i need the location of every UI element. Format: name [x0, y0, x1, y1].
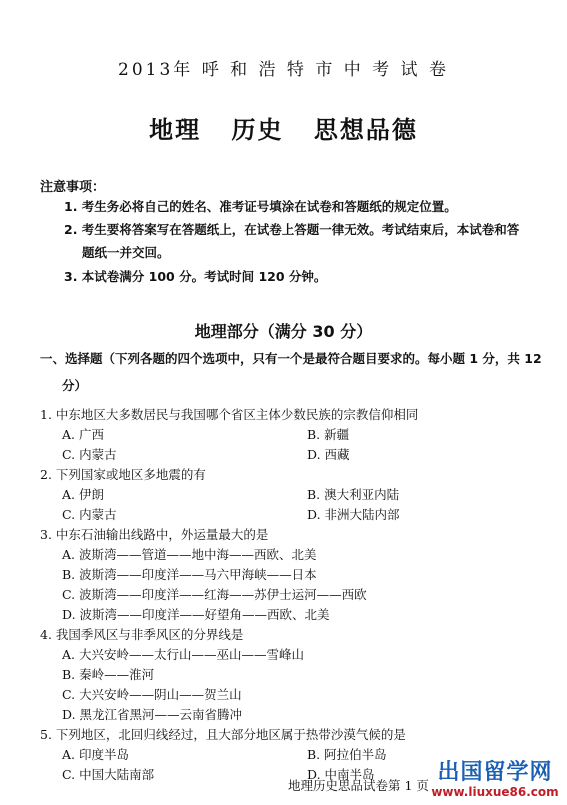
question-stem: 2. 下列国家或地区多地震的有	[40, 467, 206, 482]
note-item-1: 1. 考生务必将自己的姓名、准考证号填涂在试卷和答题纸的规定位置。	[64, 199, 457, 214]
option-d: D. 黑龙江省黑河——云南省腾冲	[62, 707, 243, 722]
option-d: D. 西藏	[307, 447, 350, 462]
option-c: C. 内蒙古	[62, 447, 117, 462]
section-intro-line2: 分）	[62, 378, 88, 393]
option-c: C. 中国大陆南部	[62, 767, 155, 782]
question-stem: 4. 我国季风区与非季风区的分界线是	[40, 627, 244, 642]
option-c: C. 波斯湾——印度洋——红海——苏伊士运河——西欧	[62, 587, 367, 602]
option-c: C. 大兴安岭——阴山——贺兰山	[62, 687, 242, 702]
option-d: D. 波斯湾——印度洋——好望角——西欧、北美	[62, 607, 330, 622]
option-b: B. 秦岭——淮河	[62, 667, 155, 682]
question-stem: 1. 中东地区大多数居民与我国哪个省区主体少数民族的宗教信仰相同	[40, 407, 419, 422]
option-b: B. 新疆	[307, 427, 350, 442]
question-stem: 3. 中东石油输出线路中，外运量最大的是	[40, 527, 269, 542]
page-footer: 地理历史思品试卷第 1 页	[288, 778, 429, 793]
watermark-name: 出国留学网	[437, 760, 553, 785]
site-watermark	[425, 761, 565, 801]
notes-heading: 注意事项：	[40, 180, 106, 195]
subject-geography: 地理	[149, 115, 202, 144]
option-a: A. 波斯湾——管道——地中海——西欧、北美	[62, 547, 317, 562]
option-a: A. 广西	[62, 427, 104, 442]
option-a: A. 大兴安岭——太行山——巫山——雪峰山	[62, 647, 304, 662]
exam-title: 2013年 呼 和 浩 特 市 中 考 试 卷	[118, 60, 449, 80]
note-item-3: 3. 本试卷满分 100 分。考试时间 120 分钟。	[64, 269, 327, 284]
note-item-2: 2. 考生要将答案写在答题纸上，在试卷上答题一律无效。考试结束后，本试卷和答	[64, 222, 520, 237]
option-b: B. 波斯湾——印度洋——马六甲海峡——日本	[62, 567, 317, 582]
section-intro-line1: 一、选择题（下列各题的四个选项中，只有一个是最符合题目要求的。每小题 1 分，共 12	[40, 351, 542, 366]
option-b: B. 阿拉伯半岛	[307, 747, 387, 762]
option-c: C. 内蒙古	[62, 507, 117, 522]
subject-title	[0, 110, 567, 145]
subject-morality: 思想品德	[313, 115, 418, 144]
subject-history: 历史	[231, 115, 284, 144]
watermark-url: www.liuxue86.com	[431, 785, 559, 799]
section-title: 地理部分（满分 30 分）	[194, 322, 373, 341]
option-a: A. 印度半岛	[62, 747, 129, 762]
option-d: D. 非洲大陆内部	[307, 507, 400, 522]
note-item-2-cont: 题纸一并交回。	[82, 245, 170, 260]
option-d: D. 中南半岛	[307, 767, 375, 782]
option-b: B. 澳大利亚内陆	[307, 487, 400, 502]
option-a: A. 伊朗	[62, 487, 104, 502]
question-stem: 5. 下列地区，北回归线经过，且大部分地区属于热带沙漠气候的是	[40, 727, 406, 742]
